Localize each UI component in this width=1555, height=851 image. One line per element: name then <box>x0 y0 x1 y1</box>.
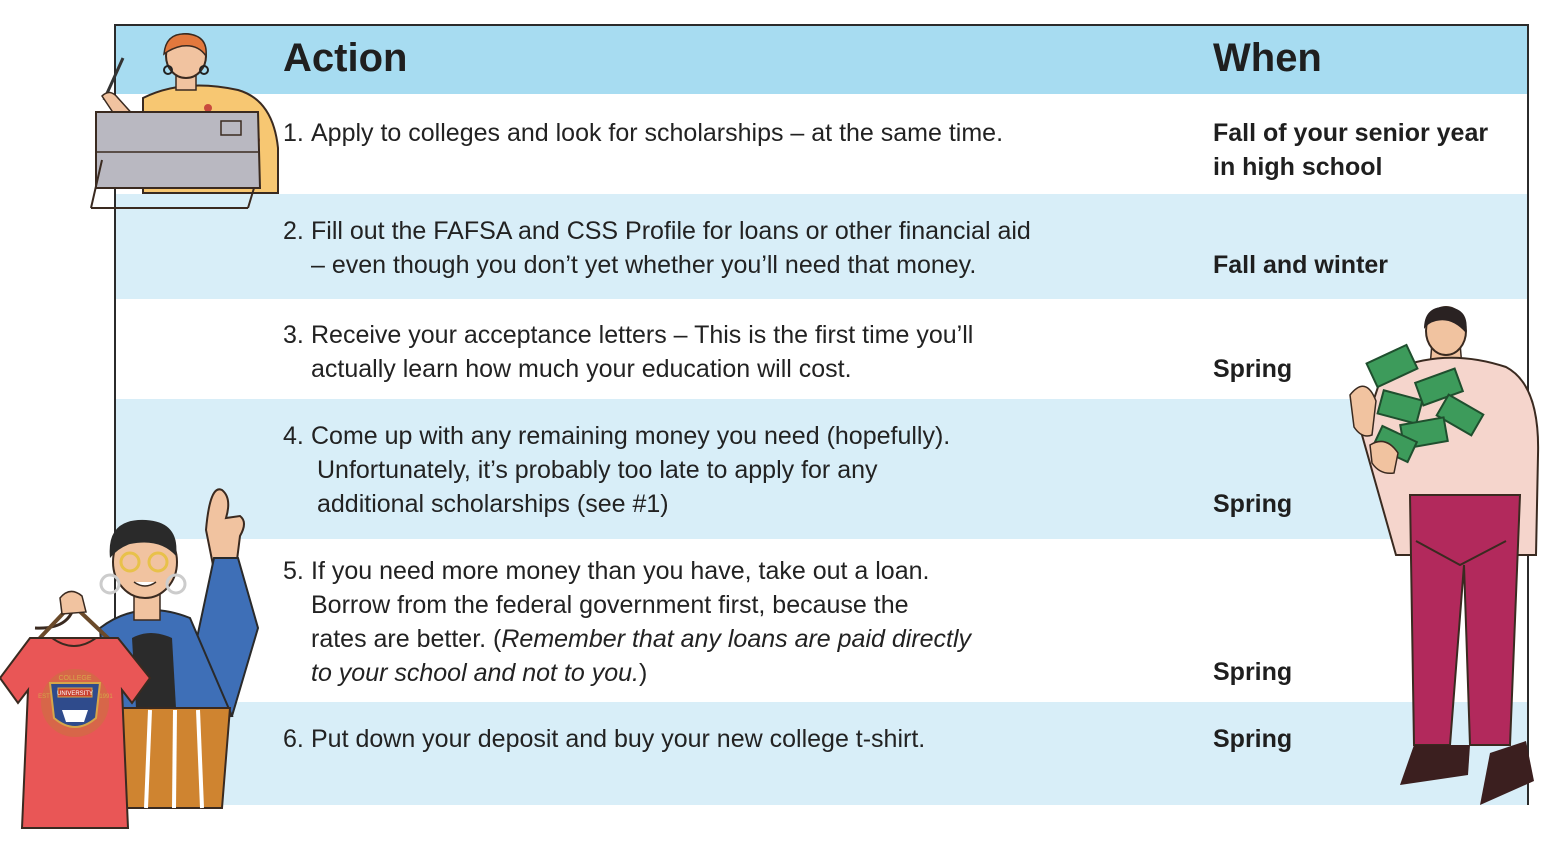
tshirt-badge-left: EST <box>38 694 50 700</box>
row-action: Fill out the FAFSA and CSS Profile for loans or other financial aid – even though you don’t yet whether you’ll need that money. <box>311 217 1031 279</box>
row-when: Fall of your senior year in high school <box>1213 119 1489 181</box>
row-number: 1. <box>283 119 304 147</box>
table-row <box>116 702 1527 805</box>
row-when: Fall and winter <box>1213 251 1389 279</box>
row-action: If you need more money than you have, take out a loan. Borrow from the federal government first, because the rates are better. (Remember that any loans are paid directly to your school and not to you.) <box>311 557 972 687</box>
row-number: 3. <box>283 321 304 349</box>
row-number: 4. <box>283 422 304 450</box>
row-number: 5. <box>283 557 304 585</box>
person-with-money-illustration <box>1340 305 1550 825</box>
row-when: Spring <box>1213 355 1293 383</box>
row-number: 6. <box>283 725 304 753</box>
person-with-tshirt-illustration <box>0 478 270 838</box>
tshirt-badge-top: COLLEGE <box>58 675 92 682</box>
row-when: Spring <box>1213 490 1293 518</box>
row-action: Apply to colleges and look for scholarships – at the same time. <box>311 119 1004 147</box>
table-row <box>116 539 1527 702</box>
planning-table <box>114 24 1529 805</box>
table-row <box>116 94 1527 194</box>
row-action: Come up with any remaining money you need (hopefully). Unfortunately, it’s probably too late to apply for any additional scholarships (see #1) <box>311 422 951 518</box>
table-row <box>116 299 1527 399</box>
tshirt-badge-right: 1991 <box>99 694 113 700</box>
table-header <box>116 26 1527 94</box>
tshirt-badge-middle: UNIVERSITY <box>56 691 94 697</box>
table-row <box>116 194 1527 299</box>
person-with-laptop-illustration <box>88 28 288 213</box>
header-when: When <box>1213 36 1322 80</box>
header-action: Action <box>283 36 408 80</box>
table-row <box>116 399 1527 539</box>
row-number: 2. <box>283 217 304 245</box>
row-action: Put down your deposit and buy your new college t-shirt. <box>311 725 926 753</box>
row-when: Spring <box>1213 658 1293 686</box>
row-when: Spring <box>1213 725 1293 753</box>
row-action: Receive your acceptance letters – This is the first time you’ll actually learn how much your education will cost. <box>311 321 974 383</box>
